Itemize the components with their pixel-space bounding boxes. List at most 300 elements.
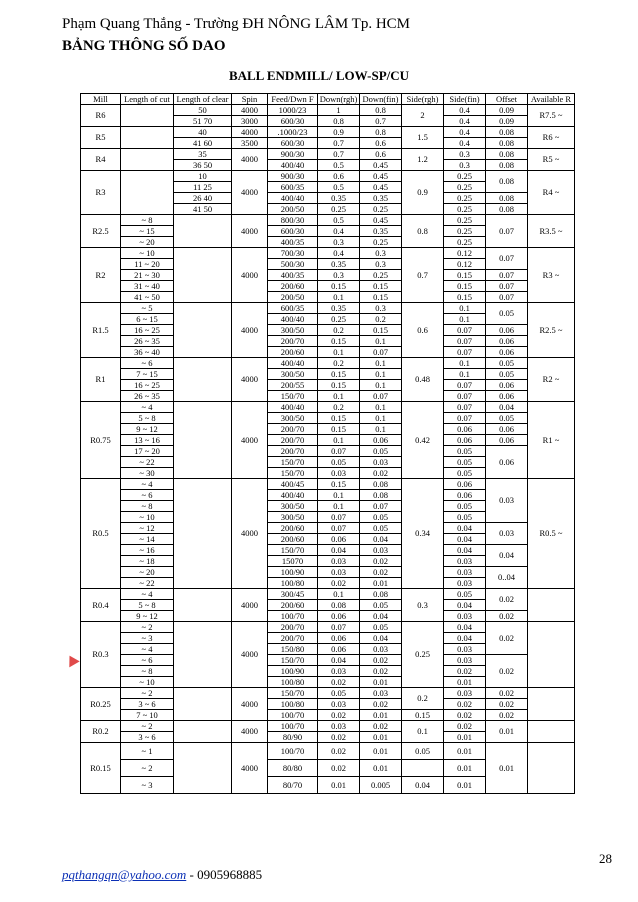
table-cell: 100/70 [268,710,318,721]
table-cell: 0.01 [360,710,402,721]
table-cell: 0.15 [444,270,486,281]
table-cell: 100/80 [268,578,318,589]
table-cell: 0.3 [402,589,444,622]
table-cell: 0.03 [360,644,402,655]
table-cell: 0.25 [318,204,360,215]
email-link[interactable]: pqthangqn@yahoo.com [62,867,187,882]
table-cell: 4000 [232,622,268,688]
table-cell: 15070 [268,556,318,567]
table-cell: 0.5 [318,182,360,193]
table-cell: 0.25 [444,182,486,193]
table-cell: 0.25 [318,314,360,325]
table-cell: 0.07 [318,446,360,457]
table-cell: 5 ~ 8 [121,413,174,424]
table-cell: 0.03 [486,523,528,545]
table-cell: 0.25 [444,204,486,215]
table-cell: 41 50 [174,204,232,215]
table-cell: 0.34 [402,479,444,589]
table-cell: R3.5 ~ [528,215,575,248]
table-cell: 0.1 [402,721,444,743]
table-cell: 0.1 [360,336,402,347]
table-cell: 600/30 [268,226,318,237]
table-cell: 0.06 [486,435,528,446]
table-cell: 0.08 [486,160,528,171]
table-cell: 600/30 [268,116,318,127]
table-cell: 41 60 [174,138,232,149]
table-cell [528,589,575,622]
table-cell: 4000 [232,248,268,303]
table-cell: 0.2 [318,358,360,369]
table-cell: 0.03 [318,468,360,479]
table-cell: 0.02 [486,622,528,655]
table-cell: 0.35 [360,193,402,204]
table-cell: 0.15 [444,292,486,303]
table-cell: 26 40 [174,193,232,204]
table-cell: 1.2 [402,149,444,171]
table-cell: 5 ~ 8 [121,600,174,611]
table-cell: ~ 22 [121,457,174,468]
table-row [81,391,575,402]
table-cell: 10 [174,171,232,182]
table-cell: 200/50 [268,292,318,303]
table-cell: ~ 8 [121,666,174,677]
table-cell: 0.02 [318,578,360,589]
table-row [81,347,575,358]
table-cell: 0.1 [360,424,402,435]
table-cell: 0.05 [360,622,402,633]
table-cell: 0.04 [444,600,486,611]
table-row [81,369,575,380]
table-cell: R2.5 ~ [528,303,575,358]
table-cell: 0.05 [360,512,402,523]
table-cell: 0.15 [402,710,444,721]
table-cell: 0.6 [360,149,402,160]
table-cell: 200/60 [268,347,318,358]
table-cell: 3 ~ 6 [121,699,174,710]
table-cell: 0.03 [360,545,402,556]
table-cell: 80/70 [268,777,318,794]
table-row [81,622,575,633]
table-cell: 0.15 [318,424,360,435]
table-cell: R0.4 [81,589,121,622]
table-cell: 0.15 [360,325,402,336]
table-cell: 150/70 [268,468,318,479]
table-cell: 0.4 [444,105,486,116]
table-cell: 0.07 [486,292,528,303]
table-cell: 0.02 [444,699,486,710]
table-cell: .1000/23 [268,127,318,138]
table-cell: 0.02 [486,688,528,699]
table-cell: 100/70 [268,611,318,622]
table-row [81,435,575,446]
table-row [81,424,575,435]
table-cell: 0.05 [444,512,486,523]
table-cell: 31 ~ 40 [121,281,174,292]
table-cell: ~ 10 [121,512,174,523]
table-cell: 150/70 [268,688,318,699]
table-cell [528,688,575,721]
table-cell: 0.25 [402,622,444,688]
table-cell: 0.04 [486,402,528,413]
table-cell: 0.8 [402,215,444,248]
table-cell: 0.06 [318,644,360,655]
table-cell: 100/90 [268,567,318,578]
table-cell: 700/30 [268,248,318,259]
column-header: Available R [528,94,575,105]
table-cell: 0.04 [402,777,444,794]
table-cell: 0.01 [444,760,486,777]
column-header: Length of cut [121,94,174,105]
table-cell: 0.04 [444,633,486,644]
table-cell: 0.4 [444,138,486,149]
table-cell: 16 ~ 25 [121,325,174,336]
table-cell: 0.03 [444,556,486,567]
table-cell: 21 ~ 30 [121,270,174,281]
table-cell: 0.07 [360,347,402,358]
table-cell: 0.02 [318,760,360,777]
table-cell [174,721,232,743]
author-line: Phạm Quang Thắng - Trường ĐH NÔNG LÂM Tp. HCM [62,16,411,32]
table-cell: R3 [81,171,121,215]
table-row [81,567,575,578]
table-cell: 0.1 [318,435,360,446]
table-cell: 0.15 [318,380,360,391]
table-cell: R0.15 [81,743,121,794]
table-cell: 0.48 [402,358,444,402]
table-cell: 400/45 [268,479,318,490]
column-header: Length of clear [174,94,232,105]
table-cell: 80/90 [268,732,318,743]
table-cell: 0.03 [360,457,402,468]
table-cell: 200/70 [268,633,318,644]
tool-parameter-table [80,93,575,794]
table-cell: 0.06 [444,490,486,501]
table-cell: 0.06 [444,435,486,446]
table-cell: 0.05 [444,589,486,600]
table-cell: 0.07 [318,512,360,523]
table-cell: 0.15 [318,281,360,292]
table-subtitle: BALL ENDMILL/ LOW-SP/CU [228,68,410,83]
column-header: Offset [486,94,528,105]
table-cell: 100/70 [268,743,318,760]
table-cell: ~ 18 [121,556,174,567]
table-cell: 0.01 [360,732,402,743]
table-cell: 0.01 [444,777,486,794]
table-cell: 36 ~ 40 [121,347,174,358]
table-cell: R0.25 [81,688,121,721]
column-header: Feed/Dwn F [268,94,318,105]
table-cell: 0.07 [486,248,528,270]
table-cell: 0.07 [444,402,486,413]
table-row [81,589,575,600]
table-cell: 0.25 [444,226,486,237]
table-cell: 0.03 [444,688,486,699]
table-cell: 0.06 [318,534,360,545]
red-arrow-mark [64,653,79,668]
table-cell: 0..04 [486,567,528,589]
table-cell: 400/40 [268,490,318,501]
table-cell: 0.2 [360,314,402,325]
table-cell: 0.04 [360,534,402,545]
table-cell: R2 ~ [528,358,575,402]
table-cell: 0.01 [318,777,360,794]
table-cell: R6 [81,105,121,127]
table-cell: 0.06 [444,424,486,435]
table-cell: 4000 [232,215,268,248]
table-cell: 4000 [232,479,268,589]
table-cell: 300/50 [268,413,318,424]
table-cell: 0.6 [402,303,444,358]
table-cell: 800/30 [268,215,318,226]
table-cell [402,760,444,777]
table-cell: 200/60 [268,534,318,545]
table-cell: 900/30 [268,149,318,160]
table-cell: 0.42 [402,402,444,479]
table-cell: 0.2 [318,402,360,413]
table-cell: 0.09 [486,116,528,127]
table-cell: 2 [402,105,444,127]
table-cell: 0.01 [360,578,402,589]
column-header: Down(fin) [360,94,402,105]
table-cell: 0.7 [402,248,444,303]
table-cell: 0.1 [360,358,402,369]
table-cell: 0.07 [444,380,486,391]
table-cell: 0.08 [486,204,528,215]
table-cell: 0.1 [360,413,402,424]
table-cell: 0.03 [444,567,486,578]
table-row [81,303,575,314]
table-cell: 0.9 [318,127,360,138]
table-cell: 4000 [232,105,268,116]
table-cell: R0.5 ~ [528,479,575,589]
table-cell: 0.02 [486,710,528,721]
table-cell: 0.05 [444,457,486,468]
column-header: Side(fin) [444,94,486,105]
table-cell: 100/80 [268,699,318,710]
table-row [81,611,575,622]
table-cell: 3 ~ 6 [121,732,174,743]
table-cell: 0.02 [486,655,528,688]
table-cell: 150/70 [268,655,318,666]
table-cell: 0.03 [318,556,360,567]
table-cell: ~ 2 [121,688,174,699]
table-cell: 0.3 [444,149,486,160]
table-cell: 0.02 [444,710,486,721]
table-cell: 0.7 [318,149,360,160]
table-cell: ~ 2 [121,622,174,633]
table-cell: 0.05 [486,303,528,325]
table-cell: 0.08 [318,600,360,611]
table-row [81,215,575,226]
table-cell: 200/60 [268,600,318,611]
table-row [81,336,575,347]
table-cell: 100/80 [268,677,318,688]
table-cell: 400/40 [268,160,318,171]
table-cell: 200/70 [268,446,318,457]
table-cell: 0.06 [318,611,360,622]
table-cell: 0.08 [360,490,402,501]
table-cell [174,215,232,248]
table-cell: 0.1 [444,314,486,325]
table-cell: 9 ~ 12 [121,611,174,622]
table-cell: 300/50 [268,501,318,512]
table-cell: 200/70 [268,424,318,435]
table-cell: ~ 16 [121,545,174,556]
table-cell: 7 ~ 15 [121,369,174,380]
table-cell: 0.35 [318,193,360,204]
table-cell: 900/30 [268,171,318,182]
table-cell: 0.7 [318,138,360,149]
table-cell: 0.08 [486,149,528,160]
table-cell [174,303,232,358]
table-cell [528,721,575,743]
table-cell: R4 [81,149,121,171]
table-cell: 0.06 [486,325,528,336]
table-cell: 1000/23 [268,105,318,116]
table-cell: 0.05 [360,600,402,611]
table-cell: 0.1 [360,380,402,391]
table-cell: R1 ~ [528,402,575,479]
table-cell: ~ 22 [121,578,174,589]
table-cell: 0.005 [360,777,402,794]
table-cell: 600/35 [268,182,318,193]
table-cell: 0.05 [486,369,528,380]
table-cell [174,589,232,622]
table-cell: 0.1 [318,347,360,358]
table-cell: 0.6 [318,171,360,182]
table-cell: 0.04 [318,655,360,666]
table-cell: 0.1 [318,292,360,303]
table-cell: 0.3 [360,303,402,314]
table-row [81,655,575,666]
table-cell: 4000 [232,303,268,358]
table-cell: 0.05 [486,358,528,369]
table-cell: 0.02 [318,710,360,721]
table-cell: 0.06 [486,380,528,391]
table-row [81,248,575,259]
table-cell: 4000 [232,743,268,794]
table-cell: 150/70 [268,391,318,402]
table-cell: 0.25 [444,193,486,204]
table-cell: R2.5 [81,215,121,248]
table-cell: 0.04 [360,611,402,622]
table-cell: 0.7 [360,116,402,127]
table-cell: 0.9 [402,171,444,215]
table-cell: 0.02 [486,589,528,611]
table-cell: 0.1 [360,369,402,380]
table-cell: 0.45 [360,160,402,171]
table-cell: 0.07 [444,391,486,402]
table-cell: 400/35 [268,237,318,248]
page-number: 28 [599,851,612,866]
table-cell: ~ 10 [121,248,174,259]
table-cell: 0.08 [360,589,402,600]
table-cell: 300/50 [268,512,318,523]
document-title: BẢNG THÔNG SỐ DAO [62,38,226,54]
table-cell: 0.07 [444,336,486,347]
table-cell: 17 ~ 20 [121,446,174,457]
table-cell: ~ 4 [121,644,174,655]
table-cell: 0.04 [444,545,486,556]
table-cell: 0.02 [360,699,402,710]
table-cell: 0.3 [360,248,402,259]
table-cell: 0.25 [360,270,402,281]
table-cell: 0.25 [360,237,402,248]
table-row [81,171,575,182]
table-cell: 36 50 [174,160,232,171]
table-cell: 400/40 [268,314,318,325]
table-row [81,545,575,556]
header-row [81,94,575,105]
table-cell: 0.45 [360,171,402,182]
table-row [81,413,575,424]
table-cell: 26 ~ 35 [121,391,174,402]
table-cell: 0.2 [318,325,360,336]
table-cell: 0.25 [360,204,402,215]
table-cell: 600/30 [268,138,318,149]
table-cell: 0.4 [444,116,486,127]
table-cell: 11 25 [174,182,232,193]
table-cell: 0.1 [318,589,360,600]
table-cell: 0.03 [444,655,486,666]
column-header: Mill [81,94,121,105]
table-cell: R4 ~ [528,171,575,215]
table-cell: 0.04 [444,523,486,534]
table-cell: 35 [174,149,232,160]
table-row [81,710,575,721]
table-cell: ~ 30 [121,468,174,479]
table-row [81,446,575,457]
table-cell: 16 ~ 25 [121,380,174,391]
column-header: Side(rgh) [402,94,444,105]
table-row [81,127,575,138]
table-cell: 0.04 [444,622,486,633]
table-cell: 0.06 [486,336,528,347]
table-cell: 0.06 [486,446,528,479]
table-row [81,743,575,760]
table-cell: 200/60 [268,523,318,534]
table-row [81,358,575,369]
table-row [81,402,575,413]
table-cell: 0.08 [360,479,402,490]
table-cell: ~ 15 [121,226,174,237]
table-cell: 0.8 [360,127,402,138]
table-cell: 0.15 [318,413,360,424]
table-cell: ~ 3 [121,777,174,794]
table-cell: R0.3 [81,622,121,688]
table-cell: 3500 [232,138,268,149]
table-cell [174,402,232,479]
table-cell: 0.15 [318,479,360,490]
table-cell: 0.05 [402,743,444,760]
table-cell: 0.15 [360,281,402,292]
table-row [81,699,575,710]
table-cell: 0.03 [444,611,486,622]
table-cell: 0.06 [318,633,360,644]
table-cell: 1.5 [402,127,444,149]
table-cell: R0.5 [81,479,121,589]
table-cell: 0.09 [486,105,528,116]
table-cell: 200/50 [268,204,318,215]
table-cell: 0.06 [486,424,528,435]
table-cell: 0.05 [360,446,402,457]
table-cell: 0.45 [360,215,402,226]
table-cell: 0.02 [360,721,402,732]
table-cell [174,688,232,721]
table-cell: 41 ~ 50 [121,292,174,303]
table-row [81,479,575,490]
table-cell: 6 ~ 15 [121,314,174,325]
